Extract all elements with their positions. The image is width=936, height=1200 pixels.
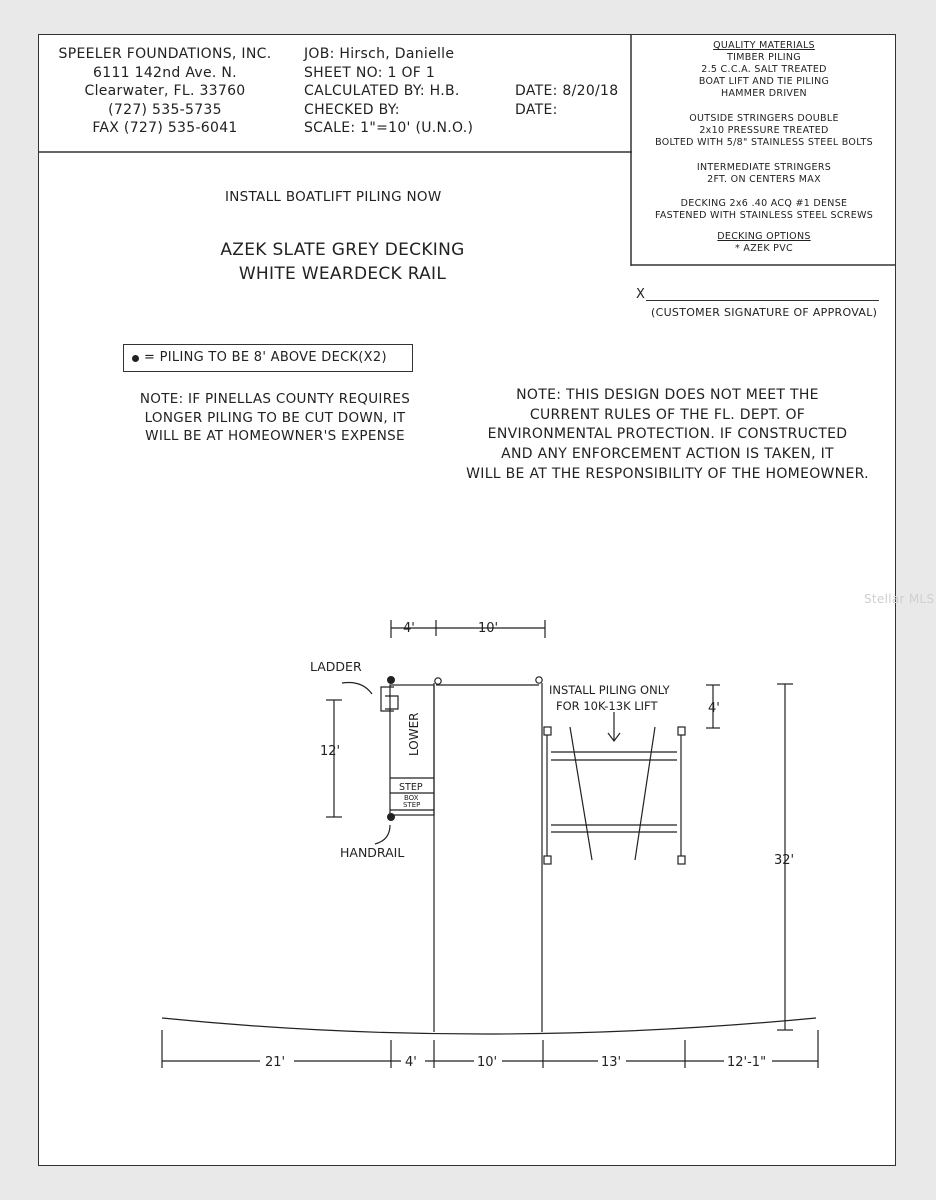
- company-name: SPEELER FOUNDATIONS, INC.: [58, 46, 272, 62]
- company-fax: FAX (727) 535-6041: [92, 120, 238, 136]
- decking-options-title: DECKING OPTIONS: [717, 231, 811, 242]
- dep-line: WILL BE AT THE RESPONSIBILITY OF THE HOMEOWNER.: [466, 465, 869, 482]
- lift-piling: [678, 727, 685, 735]
- company-phone: (727) 535-5735: [108, 101, 222, 118]
- legend-text: = PILING TO BE 8' ABOVE DECK(X2): [144, 350, 387, 365]
- piling-8ft-marker: [388, 677, 395, 684]
- dep-line: NOTE: THIS DESIGN DOES NOT MEET THE: [516, 387, 819, 403]
- dim-4-right-label: 4': [708, 701, 720, 716]
- date-calculated: DATE: 8/20/18: [515, 83, 619, 99]
- outside-line: OUTSIDE STRINGERS DOUBLE: [689, 113, 839, 124]
- quality-line: HAMMER DRIVEN: [721, 88, 807, 99]
- install-piling-label: INSTALL PILING ONLY: [549, 683, 670, 697]
- install-boatlift-note: INSTALL BOATLIFT PILING NOW: [225, 189, 442, 205]
- quality-line: BOAT LIFT AND TIE PILING: [698, 76, 830, 87]
- watermark: Stellar MLS: [864, 592, 935, 606]
- piling-8ft-marker: [388, 814, 395, 821]
- job-name: JOB: Hirsch, Danielle: [304, 46, 455, 62]
- dep-line: ENVIRONMENTAL PROTECTION. IF CONSTRUCTED: [487, 426, 848, 443]
- decking-line: DECKING 2x6 .40 ACQ #1 DENSE: [680, 198, 848, 209]
- bottom-dim-label: 13': [601, 1055, 622, 1070]
- outside-line: BOLTED WITH 5/8" STAINLESS STEEL BOLTS: [655, 137, 873, 148]
- dep-line: CURRENT RULES OF THE FL. DEPT. OF: [529, 406, 806, 423]
- intermediate-line: 2FT. ON CENTERS MAX: [707, 174, 821, 185]
- ladder-label: LADDER: [310, 659, 362, 674]
- dim-32-label: 32': [774, 853, 795, 868]
- pinellas-line: LONGER PILING TO BE CUT DOWN, IT: [144, 409, 406, 426]
- box-step-label: STEP: [403, 801, 421, 809]
- step-label: STEP: [399, 782, 423, 793]
- bottom-dim-label: 21': [265, 1055, 286, 1070]
- dim-top-4-label: 4': [403, 621, 415, 636]
- quality-line: TIMBER PILING: [727, 52, 801, 63]
- calculated-by: CALCULATED BY: H.B.: [304, 83, 460, 99]
- box-step-label: BOX: [404, 794, 419, 802]
- outside-line: 2x10 PRESSURE TREATED: [699, 125, 829, 136]
- lift-piling: [678, 856, 685, 864]
- company-city: Clearwater, FL. 33760: [84, 83, 246, 99]
- decking-note: AZEK SLATE GREY DECKING: [220, 240, 465, 260]
- decking-option: * AZEK PVC: [735, 243, 793, 254]
- company-address: 6111 142nd Ave. N.: [93, 64, 237, 81]
- bottom-dim-label: 10': [477, 1055, 498, 1070]
- piling-marker: [536, 677, 542, 683]
- rail-note: WHITE WEARDECK RAIL: [238, 264, 447, 284]
- dim-12-label: 12': [320, 744, 341, 759]
- piling-marker: [435, 678, 441, 684]
- handrail-label: HANDRAIL: [340, 845, 405, 860]
- bottom-dim-label: 4': [405, 1055, 417, 1070]
- lift-piling: [544, 727, 551, 735]
- boat-hull-line: [570, 727, 592, 860]
- handrail-leader: [375, 825, 390, 844]
- dep-line: AND ANY ENFORCEMENT ACTION IS TAKEN, IT: [501, 446, 834, 463]
- ladder-leader: [342, 682, 372, 694]
- decking-line: FASTENED WITH STAINLESS STEEL SCREWS: [654, 210, 874, 221]
- quality-line: 2.5 C.C.A. SALT TREATED: [701, 64, 827, 75]
- sheet-number: SHEET NO: 1 OF 1: [304, 64, 436, 81]
- boat-hull-line: [635, 727, 655, 860]
- date-checked: DATE:: [515, 101, 558, 118]
- shoreline: [162, 1018, 816, 1034]
- pinellas-line: WILL BE AT HOMEOWNER'S EXPENSE: [145, 428, 405, 444]
- signature-caption: (CUSTOMER SIGNATURE OF APPROVAL): [651, 306, 878, 319]
- scale: SCALE: 1"=10' (U.N.O.): [304, 120, 474, 136]
- checked-by: CHECKED BY:: [304, 101, 400, 118]
- install-piling-label: FOR 10K-13K LIFT: [556, 699, 658, 713]
- pinellas-line: NOTE: IF PINELLAS COUNTY REQUIRES: [139, 391, 411, 407]
- lift-piling: [544, 856, 551, 864]
- quality-title: QUALITY MATERIALS: [713, 40, 815, 51]
- lower-label: LOWER: [407, 712, 421, 756]
- bottom-dim-label: 12'-1": [727, 1055, 767, 1070]
- intermediate-line: INTERMEDIATE STRINGERS: [696, 162, 832, 173]
- signature-x: X: [636, 287, 646, 302]
- dim-top-10-label: 10': [478, 621, 499, 636]
